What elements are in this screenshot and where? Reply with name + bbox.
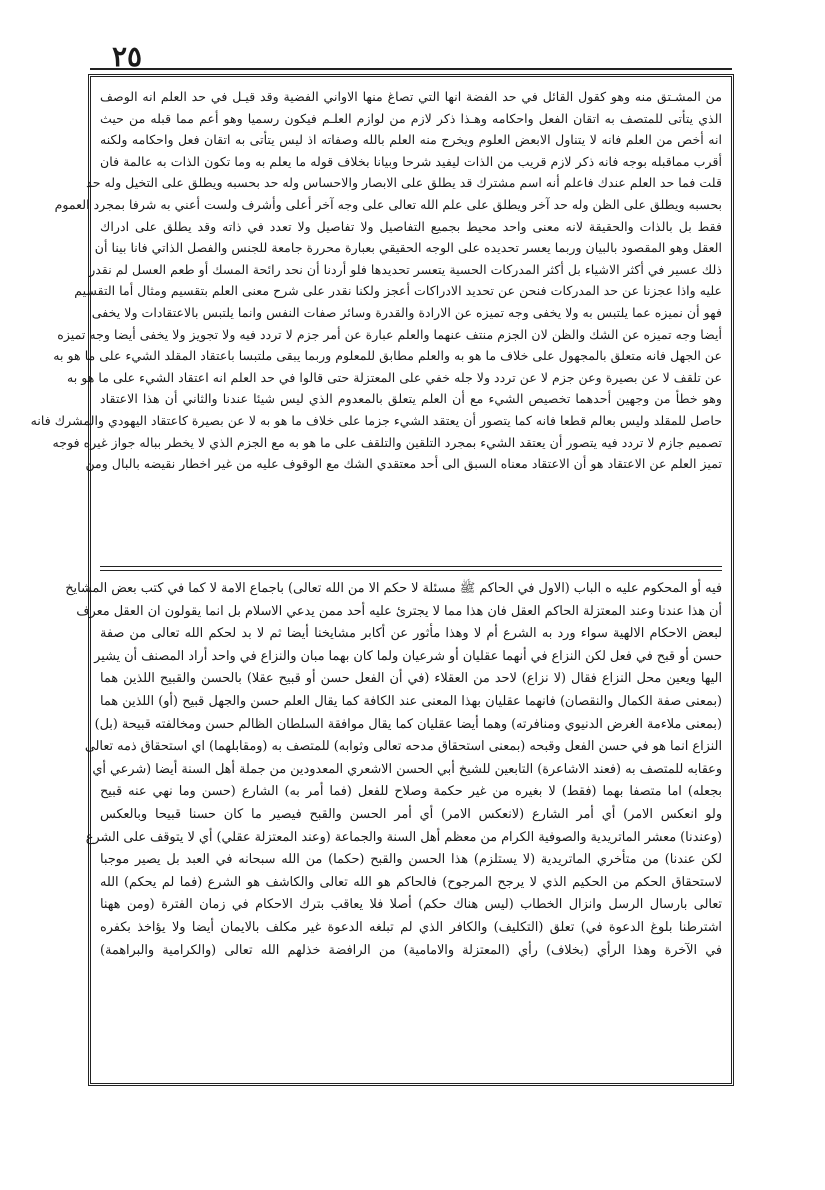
matn-line: تعالى بارسال الرسل وانزال الخطاب (ليس هناك حكم) أصلا فلا يعاقب بترك الاحكام في زمان الفترة (ومن ههنا xyxy=(100,897,722,913)
hashiya-line: أقرب مماقبله بوجه فانه ذكر لازم قريب من الذات ليفيد شرحا وبيانا بخلاف قوله ما يعلم به وما تكون الذات به عالمة فان xyxy=(100,153,722,169)
hashiya-line: فهو أن نميزه عما يلتبس به ولا يخفى وجه تميزه عن الارادة والقدرة وسائر صفات النفس وانما يلتبس بالاعتقادات ولا يخفى xyxy=(91,304,722,320)
top-rule xyxy=(90,68,732,70)
matn-line: لكن عندنا) من متأخري الماتريدية (لا يستلزم) هذا الحسن والقبح (حكما) من الله سبحانه في العبد بل يصير موجبا xyxy=(100,852,722,868)
hashiya-line: عليه واذا عجزنا عن حد المدركات فنحن عن تحديد الادراكات أعجز ولكنا نقدر على شرح معنى العلم بتقسيم ومثال أما التقسيم xyxy=(74,283,722,299)
section-divider-inner xyxy=(100,570,722,571)
hashiya-commentary xyxy=(30,86,722,556)
hashiya-line: تميز العلم عن الاعتقاد هو أن الاعتقاد معناه السبق الى أحد معتقدي الشك مع الوقوف عليه من غير اخطار نقيضه بالبال ومن xyxy=(85,456,722,472)
matn-line: (بمعنى صفة الكمال والنقصان) فانهما عقليان بهذا المعنى عند الكافة كما يقال العلم حسن والجهل قبيح (أو) اللذين هما xyxy=(100,693,722,709)
matn-line: في الآخرة وهذا الرأي (بخلاف) رأي (المعتزلة والامامية) من الرافضة خذلهم الله تعالى (والكرامية والبراهمة) xyxy=(100,942,722,958)
matn-main-text xyxy=(65,578,722,1078)
hashiya-line: انه أخص من العلم فانه لا يتناول الابعض العلوم ويخرج منه العلم بالله وصفاته اذ ليس يتأتى به اتقان فعل واحكامه ولكنه xyxy=(100,132,722,148)
hashiya-line: عن تلقف لا عن بصيرة وعن جزم لا عن تردد ولا جله خفي على المعتزلة حتى قالوا في حد العلم انه اعتقاد الشيء على ما هو به xyxy=(66,369,722,385)
hashiya-line: ذلك عسير في أكثر الاشياء بل أكثر المدركات الحسية يتعسر تحديدها فلو أردنا أن نحد رائحة المسك أو طعم العسل لم نقدر xyxy=(89,261,722,277)
matn-line: ولو انعكس الامر) أي أمر الشارع (لانعكس الامر) أي أمر الحسن والقبح فيصير ما كان حسنا قبيحا وبالعكس xyxy=(100,806,722,822)
hashiya-line: عن الجهل فانه متعلق بالمجهول على خلاف ما هو به والعلم مطابق للمعلوم وربما يبقى ملتبسا باعتقاد المقلد الشيء على ما هو به xyxy=(53,348,722,364)
matn-line: أن هذا عندنا وعند المعتزلة الحاكم العقل فان هذا مما لا يجترئ عليه أحد ممن يدعي الاسلام بل انما يقولون ان العقل معرف xyxy=(76,603,722,619)
hashiya-line: حاصل للمقلد وليس بعالم قطعا فانه كما يتصور أن يعتقد الشيء جزما على خلاف ما هو به لا عن بصيرة كاعتقاد اليهودي والمشرك فانه xyxy=(30,412,722,428)
matn-line: اشترطنا بلوغ الدعوة في) تعلق (التكليف) والكافر الذي لم تبلغه الدعوة غير مكلف بالايمان أيضا ولا يؤاخذ بكفره xyxy=(100,919,722,935)
page-number: ٢٥ xyxy=(112,40,143,73)
matn-line: فيه أو المحكوم عليه ه الباب (الاول في الحاكم ﷺ مسئلة لا حكم الا من الله تعالى) باجماع الامة لا كما في كتب بعض المشايخ xyxy=(65,581,722,596)
matn-line: (وعندنا) معشر الماتريدية والصوفية الكرام من معظم أهل السنة والجماعة (وعند المعتزلة عقلي) أي لا يتوقف على الشرع xyxy=(85,829,722,845)
hashiya-line: فقط بل بالذات والحقيقة لانه معنى واحد محيط بجميع التفاصيل ولا تفاصيل ولا تعدد في ذاته وقد يطلق على ادراك xyxy=(100,218,722,234)
matn-line: النزاع انما هو في حسن الفعل وقبحه (بمعنى استحقاق مدحه تعالى وثوابه) للمتصف به (ومقابلهما) اي استحقاق ذمه تعالى xyxy=(84,739,722,755)
hashiya-line: العقل وهو المقصود بالبيان وربما يعسر تحديده على الوجه الحقيقي بعبارة محررة جامعة للجنس والفصل الذاتي فانا بينا أن xyxy=(94,240,722,256)
matn-line: اليها ويعين محل النزاع فقال (لا نزاع) لاحد من العقلاء (في أن الفعل حسن أو قبيح عقلا) بالحسن والقبيح اللذين هما xyxy=(100,671,722,687)
hashiya-line: وهو خطأ من وجهين أحدهما تخصيص الشيء مع أن العلم يتعلق بالمعدوم الذي ليس شيئا عندنا والثاني أن هذا الاعتقاد xyxy=(100,391,722,407)
matn-line: لبعض الاحكام الالهية سواء ورد به الشرع أم لا وهذا مأثور عن أكابر مشايخنا أيضا ثم لا بد لحكم الله تعالى من صفة xyxy=(100,626,722,642)
hashiya-line: تصميم جازم لا تردد فيه يتصور أن يعتقد الشيء بمجرد التلقين والتلقف على ما هو به مع الجزم الذي لا يخطر بباله جواز غيره فوجه xyxy=(52,434,722,450)
hashiya-line: بحسبه ويطلق على الظن وله حد آخر ويطلق على علم الله تعالى على وجه آخر أعلى وأشرف ولست أعني به شرفا بمجرد العموم xyxy=(54,196,722,212)
matn-line: حسن أو قبح في فعل لكن النزاع في أنهما عقليان أو شرعيان ولما كان بهما مبان والنزاع في واحد أراد المصنف أن يشير xyxy=(94,648,722,664)
section-divider xyxy=(100,566,722,567)
matn-line: وعقابه للمتصف به (فعند الاشاعرة) التابعين للشيخ أبي الحسن الاشعري المعدودين من جملة أهل السنة أيضا (شرعي أي xyxy=(92,761,722,777)
matn-line: (بمعنى ملاءمة الغرض الدنيوي ومنافرته) وهما أيضا عقليان كما يقال موافقة السلطان الظالم حسن ومخالفته قبيحة (بل) xyxy=(94,716,722,732)
hashiya-line: أيضا وجه تميزه عن الشك والظن لان الجزم منتف عنهما والعلم عبارة عن أمر جزم لا تردد فيه ولا تجويز ولا يخفى أيضا وجه تميزه xyxy=(57,326,722,342)
hashiya-line: قلت فما حد العلم عندك فاعلم أنه اسم مشترك قد يطلق على الابصار والاحساس وله حد بحسبه ويطلق على التخيل وله حد xyxy=(86,175,722,191)
matn-line: لاستحقاق الحكم من الحكيم الذي لا يرجح المرجوح) فالحاكم هو الله تعالى والكاشف هو الشرع (فما لم يحكم) الله xyxy=(100,874,722,890)
hashiya-line: من المشـتق منه وهو كقول القائل في حد الفضة انها التي تصاغ منها الاواني الفضية وقد قيـل في حد العلم انه الوصف xyxy=(100,89,722,104)
hashiya-line: الذي يتأتى للمتصف به اتقان الفعل واحكامه وهـذا ذكر لازم من لوازم العلـم فيكون رسميا وهو أعم مما قبله من حيث xyxy=(100,110,722,126)
matn-line: بجعله) اما متصفا بهما (فقط) لا بغيره من غير حكمة وصلاح للفعل (فما أمر به) الشارع (حسن وما نهي عنه قبيح xyxy=(100,784,722,800)
